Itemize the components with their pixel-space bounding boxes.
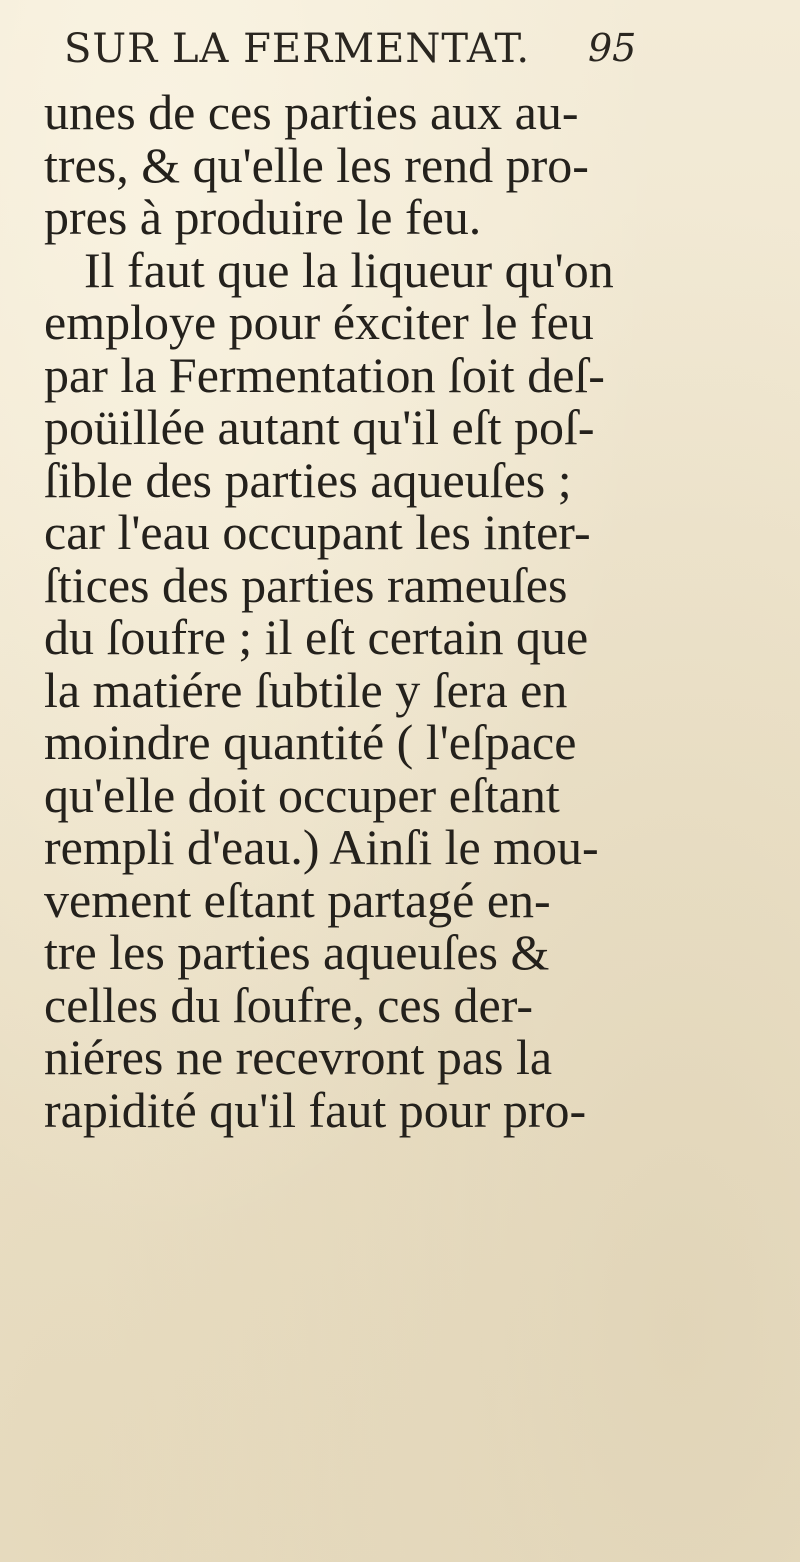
text-line: rapidité qu'il faut pour pro- [44,1081,587,1138]
page-header [64,26,704,78]
text-line: niéres ne recevront pas la [44,1029,553,1085]
text-line: vement eſtant partagé en- [44,871,551,928]
text-line: car l'eau occupant les inter- [44,504,591,560]
text-line: ſible des parties aqueuſes ; [44,451,572,508]
text-line: qu'elle doit occuper eſtant [44,766,560,823]
page-number: 95 [588,26,637,70]
text-line: ſtices des parties rameuſes [44,556,568,613]
text-line: unes de ces parties aux au- [44,84,579,140]
paragraph-start-line: Il faut que la liqueur qu'on [84,241,614,298]
running-title: SUR LA FERMENTAT. [64,26,531,72]
text-line: du ſoufre ; il eſt certain que [44,609,589,665]
body-text [44,86,764,1136]
text-line: tres, & qu'elle les rend pro- [44,136,589,193]
text-line: celles du ſoufre, ces der- [44,976,534,1033]
text-line: employe pour éxciter le feu [44,294,594,350]
text-line: poüillée autant qu'il eſt poſ- [44,399,595,455]
text-line: la matiére ſubtile y ſera en [44,661,568,718]
text-line: pres à produire le feu. [44,189,482,245]
text-line: par la Fermentation ſoit deſ- [44,346,605,403]
text-line: tre les parties aqueuſes & [44,924,550,980]
text-line: moindre quantité ( l'eſpace [44,714,577,770]
text-line: rempli d'eau.) Ainſi le mou- [44,819,599,875]
